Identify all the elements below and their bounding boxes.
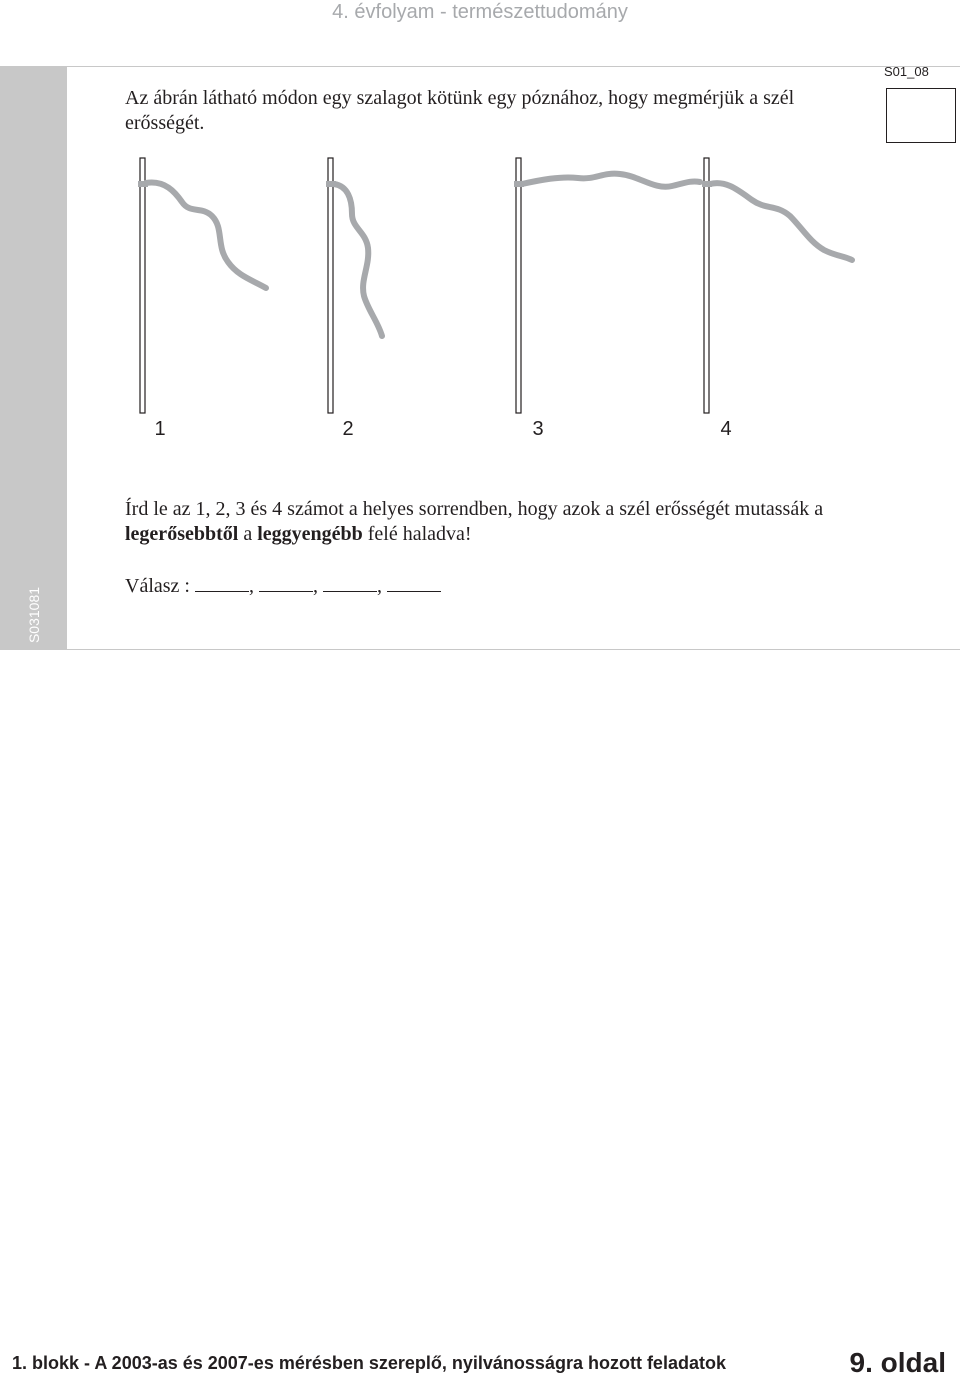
page-number: 9. oldal (849, 1347, 946, 1378)
side-task-code (14, 585, 54, 645)
answer-blank-3[interactable] (323, 573, 377, 592)
answer-label: Válasz : (125, 575, 190, 597)
pole-label-3: 3 (532, 418, 544, 440)
pole-1 (138, 158, 266, 413)
task-instruction (125, 497, 865, 547)
answer-separator: , (248, 575, 254, 597)
answer-separator: , (312, 575, 318, 597)
answer-separator: , (376, 575, 382, 597)
instruction-text-mid: a (238, 523, 258, 545)
instruction-text-pre: Írd le az 1, 2, 3 és 4 számot a helyes sorrendben, hogy azok a szél erősségét mutassák a (125, 498, 824, 520)
answer-blank-1[interactable] (195, 573, 249, 592)
task-intro: Az ábrán látható módon egy szalagot kötünk egy póznához, hogy megmérjük a szél erősségét. (125, 87, 795, 134)
answer-blank-4[interactable] (387, 573, 441, 592)
score-box (886, 88, 956, 143)
answer-blank-2[interactable] (259, 573, 313, 592)
pole-label-1: 1 (154, 418, 166, 440)
instruction-text-post: felé haladva! (362, 523, 472, 545)
pole-2 (326, 158, 382, 413)
answer-line (125, 573, 441, 599)
task-code: S01_08 (884, 64, 929, 79)
page-header-title: 4. évfolyam - természettudomány (332, 1, 628, 23)
pole-3 (514, 158, 700, 413)
task-side-bar (0, 66, 67, 650)
footer-text: 1. blokk - A 2003-as és 2007-es mérésben szereplő, nyilvánosságra hozott feladatok (12, 1353, 726, 1373)
wind-ribbon-figure (120, 150, 880, 450)
pole-label-4: 4 (720, 418, 732, 440)
side-task-code-text: S031081 (26, 586, 42, 644)
page-footer (0, 1347, 960, 1379)
instruction-bold-strongest: legerősebbtől (125, 523, 239, 545)
instruction-bold-weakest: leggyengébb (257, 523, 363, 545)
pole-label-2: 2 (342, 418, 354, 440)
pole-4 (702, 158, 852, 413)
